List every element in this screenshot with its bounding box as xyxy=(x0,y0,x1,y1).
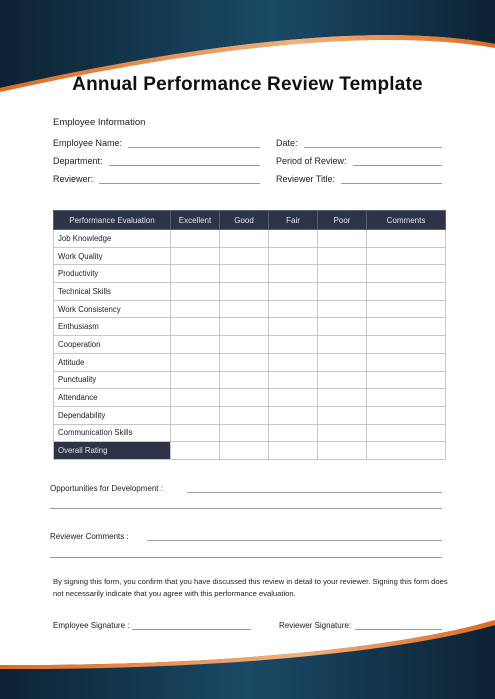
reviewer-comments-line-2[interactable] xyxy=(50,557,442,558)
reviewer-label: Reviewer: xyxy=(53,174,94,184)
criterion-job-knowledge: Job Knowledge xyxy=(54,230,171,248)
rating-cell-good[interactable] xyxy=(220,265,269,283)
rating-cell-poor[interactable] xyxy=(318,389,367,407)
employee-name-field[interactable] xyxy=(53,138,260,148)
evaluation-header-row xyxy=(54,211,446,230)
rating-cell-fair[interactable] xyxy=(269,247,318,265)
criterion-work-quality: Work Quality xyxy=(54,247,171,265)
rating-cell-good[interactable] xyxy=(220,424,269,442)
employee-signature-label: Employee Signature : xyxy=(53,621,130,630)
opportunities-field[interactable] xyxy=(50,484,442,493)
opportunities-line-2[interactable] xyxy=(50,508,442,509)
rating-cell-comments[interactable] xyxy=(367,265,446,283)
reviewer-line[interactable] xyxy=(99,175,260,184)
rating-cell-fair[interactable] xyxy=(269,300,318,318)
reviewer-comments-label: Reviewer Comments : xyxy=(50,532,129,541)
criterion-work-consistency: Work Consistency xyxy=(54,300,171,318)
rating-cell-good[interactable] xyxy=(220,230,269,248)
reviewer-title-field[interactable] xyxy=(276,174,442,184)
rating-cell-poor[interactable] xyxy=(318,247,367,265)
rating-cell-comments[interactable] xyxy=(367,318,446,336)
reviewer-signature-line[interactable] xyxy=(355,621,442,630)
opportunities-label: Opportunities for Development : xyxy=(50,484,163,493)
table-row xyxy=(54,230,446,248)
employee-info-heading: Employee Information xyxy=(53,117,146,128)
table-row xyxy=(54,424,446,442)
signing-disclaimer: By signing this form, you confirm that you have discussed this review in detail to your reviewer. Signing this form does not necessarily indicate that you agree with this performance evaluation. xyxy=(53,577,448,598)
rating-cell-poor[interactable] xyxy=(318,336,367,354)
date-field[interactable] xyxy=(276,138,442,148)
employee-signature-field[interactable] xyxy=(53,621,251,630)
rating-cell-comments[interactable] xyxy=(367,353,446,371)
rating-cell-excellent[interactable] xyxy=(171,371,220,389)
table-row xyxy=(54,283,446,301)
overall-cell-comments[interactable] xyxy=(367,442,446,460)
employee-signature-line[interactable] xyxy=(132,621,252,630)
rating-cell-fair[interactable] xyxy=(269,406,318,424)
rating-cell-comments[interactable] xyxy=(367,283,446,301)
rating-cell-fair[interactable] xyxy=(269,265,318,283)
rating-cell-fair[interactable] xyxy=(269,424,318,442)
reviewer-comments-field[interactable] xyxy=(50,532,442,541)
table-row xyxy=(54,318,446,336)
criterion-attendance: Attendance xyxy=(54,389,171,407)
header-excellent: Excellent xyxy=(171,211,220,230)
header-performance-evaluation: Performance Evaluation xyxy=(54,211,171,230)
rating-cell-excellent[interactable] xyxy=(171,353,220,371)
rating-cell-poor[interactable] xyxy=(318,283,367,301)
department-line[interactable] xyxy=(109,157,260,166)
rating-cell-good[interactable] xyxy=(220,353,269,371)
page-title: Annual Performance Review Template xyxy=(72,74,423,95)
rating-cell-fair[interactable] xyxy=(269,318,318,336)
rating-cell-fair[interactable] xyxy=(269,371,318,389)
rating-cell-comments[interactable] xyxy=(367,230,446,248)
opportunities-line[interactable] xyxy=(187,484,442,493)
evaluation-table xyxy=(53,210,446,460)
table-row xyxy=(54,353,446,371)
rating-cell-excellent[interactable] xyxy=(171,424,220,442)
criterion-cooperation: Cooperation xyxy=(54,336,171,354)
rating-cell-poor[interactable] xyxy=(318,318,367,336)
rating-cell-excellent[interactable] xyxy=(171,265,220,283)
criterion-enthusiasm: Enthusiasm xyxy=(54,318,171,336)
rating-cell-poor[interactable] xyxy=(318,230,367,248)
rating-cell-good[interactable] xyxy=(220,406,269,424)
table-row xyxy=(54,336,446,354)
department-label: Department: xyxy=(53,156,103,166)
criterion-attitude: Attitude xyxy=(54,353,171,371)
rating-cell-poor[interactable] xyxy=(318,424,367,442)
rating-cell-good[interactable] xyxy=(220,300,269,318)
department-field[interactable] xyxy=(53,156,260,166)
reviewer-field[interactable] xyxy=(53,174,260,184)
rating-cell-excellent[interactable] xyxy=(171,318,220,336)
rating-cell-fair[interactable] xyxy=(269,230,318,248)
rating-cell-poor[interactable] xyxy=(318,406,367,424)
overall-cell-good[interactable] xyxy=(220,442,269,460)
reviewer-title-label: Reviewer Title: xyxy=(276,174,336,184)
reviewer-comments-line[interactable] xyxy=(147,532,442,541)
rating-cell-fair[interactable] xyxy=(269,283,318,301)
reviewer-signature-label: Reviewer Signature: xyxy=(279,621,352,630)
rating-cell-excellent[interactable] xyxy=(171,389,220,407)
criterion-productivity: Productivity xyxy=(54,265,171,283)
rating-cell-comments[interactable] xyxy=(367,406,446,424)
reviewer-title-line[interactable] xyxy=(341,175,442,184)
criterion-communication-skills: Communication Skills xyxy=(54,424,171,442)
rating-cell-comments[interactable] xyxy=(367,389,446,407)
overall-cell-excellent[interactable] xyxy=(171,442,220,460)
rating-cell-good[interactable] xyxy=(220,371,269,389)
rating-cell-fair[interactable] xyxy=(269,353,318,371)
criterion-technical-skills: Technical Skills xyxy=(54,283,171,301)
table-row xyxy=(54,389,446,407)
employee-name-line[interactable] xyxy=(128,139,260,148)
overall-cell-poor[interactable] xyxy=(318,442,367,460)
reviewer-signature-field[interactable] xyxy=(279,621,442,630)
rating-cell-comments[interactable] xyxy=(367,247,446,265)
rating-cell-excellent[interactable] xyxy=(171,336,220,354)
header-fair: Fair xyxy=(269,211,318,230)
overall-cell-fair[interactable] xyxy=(269,442,318,460)
table-row xyxy=(54,300,446,318)
overall-rating-label: Overall Rating xyxy=(54,442,171,460)
date-label: Date: xyxy=(276,138,298,148)
rating-cell-excellent[interactable] xyxy=(171,283,220,301)
table-row xyxy=(54,371,446,389)
rating-cell-good[interactable] xyxy=(220,283,269,301)
rating-cell-good[interactable] xyxy=(220,318,269,336)
rating-cell-fair[interactable] xyxy=(269,336,318,354)
rating-cell-good[interactable] xyxy=(220,389,269,407)
overall-rating-row xyxy=(54,442,446,460)
period-field[interactable] xyxy=(276,156,442,166)
rating-cell-good[interactable] xyxy=(220,247,269,265)
period-label: Period of Review: xyxy=(276,156,347,166)
criterion-punctuality: Punctuality xyxy=(54,371,171,389)
rating-cell-poor[interactable] xyxy=(318,353,367,371)
rating-cell-comments[interactable] xyxy=(367,336,446,354)
criterion-dependability: Dependability xyxy=(54,406,171,424)
period-line[interactable] xyxy=(353,157,442,166)
rating-cell-excellent[interactable] xyxy=(171,247,220,265)
rating-cell-good[interactable] xyxy=(220,336,269,354)
rating-cell-fair[interactable] xyxy=(269,389,318,407)
date-line[interactable] xyxy=(304,139,442,148)
header-comments: Comments xyxy=(367,211,446,230)
rating-cell-comments[interactable] xyxy=(367,371,446,389)
header-good: Good xyxy=(220,211,269,230)
rating-cell-poor[interactable] xyxy=(318,371,367,389)
table-row xyxy=(54,406,446,424)
header-poor: Poor xyxy=(318,211,367,230)
rating-cell-poor[interactable] xyxy=(318,300,367,318)
rating-cell-excellent[interactable] xyxy=(171,300,220,318)
rating-cell-excellent[interactable] xyxy=(171,406,220,424)
bottom-banner xyxy=(0,620,495,699)
table-row xyxy=(54,265,446,283)
employee-name-label: Employee Name: xyxy=(53,138,123,148)
rating-cell-comments[interactable] xyxy=(367,300,446,318)
table-row xyxy=(54,247,446,265)
rating-cell-comments[interactable] xyxy=(367,424,446,442)
rating-cell-poor[interactable] xyxy=(318,265,367,283)
rating-cell-excellent[interactable] xyxy=(171,230,220,248)
